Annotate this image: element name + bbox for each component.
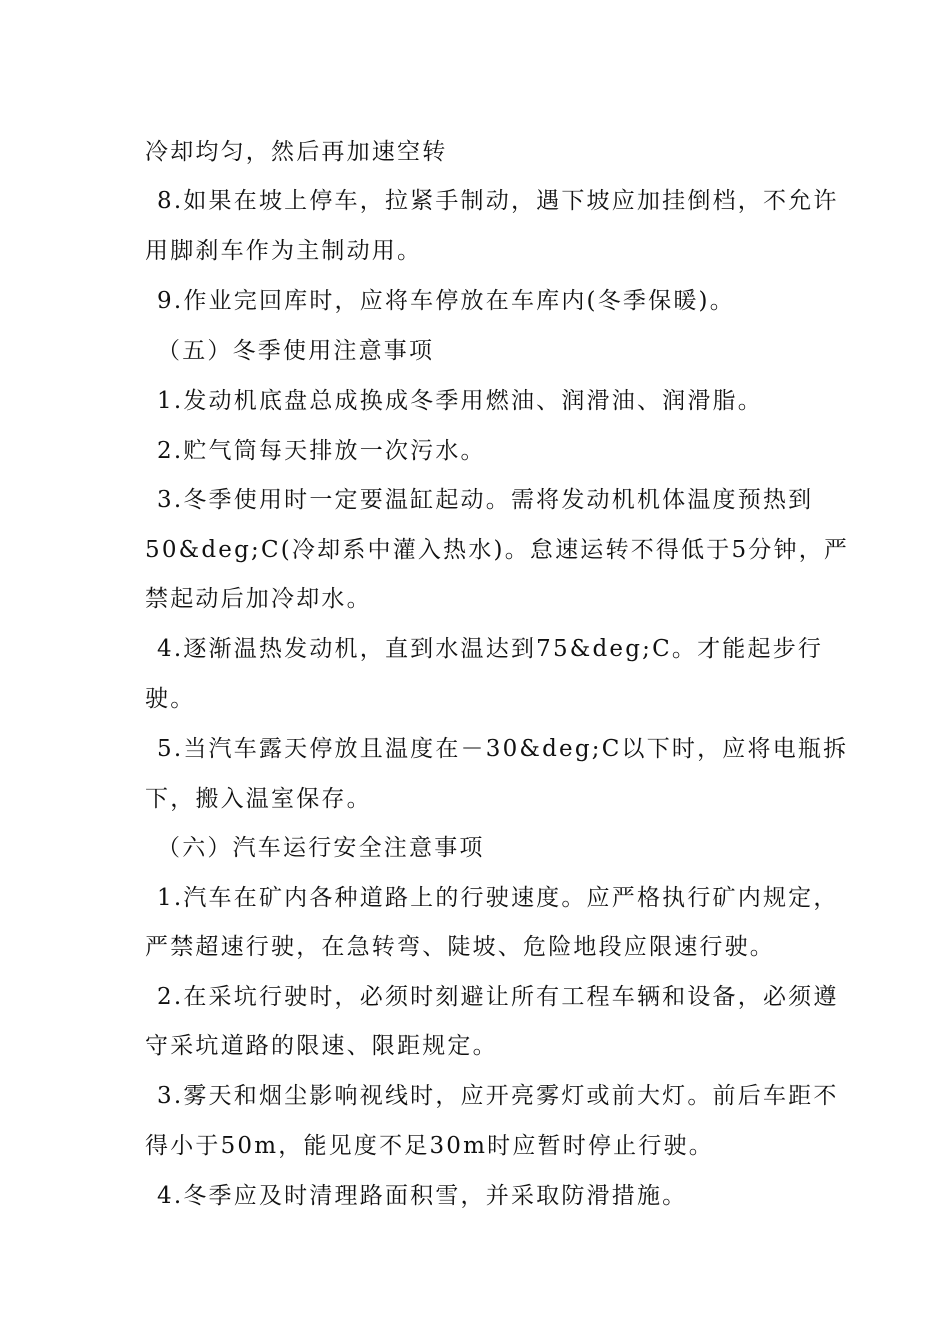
text-line: 50&deg;C(冷却系中灌入热水)。怠速运转不得低于5分钟，严 [145,537,850,563]
text-line: 4.逐渐温热发动机，直到水温达到75&deg;C。才能起步行 [157,636,824,662]
text-line: 严禁超速行驶，在急转弯、陡坡、危险地段应限速行驶。 [145,934,775,960]
text-line: 3.冬季使用时一定要温缸起动。需将发动机机体温度预热到 [157,487,814,513]
text-line: 得小于50m，能见度不足30m时应暂时停止行驶。 [145,1133,714,1159]
text-line: 5.当汽车露天停放且温度在－30&deg;C以下时，应将电瓶拆 [157,736,849,762]
section-heading: （六）汽车运行安全注意事项 [157,835,485,861]
text-line: 驶。 [145,686,196,712]
text-line: 1.汽车在矿内各种道路上的行驶速度。应严格执行矿内规定， [157,885,839,911]
text-line: 2.贮气筒每天排放一次污水。 [157,438,486,464]
text-line: 3.雾天和烟尘影响视线时，应开亮雾灯或前大灯。前后车距不 [157,1083,839,1109]
text-line: 下，搬入温室保存。 [145,786,372,812]
text-line: 用脚刹车作为主制动用。 [145,238,423,264]
section-heading: （五）冬季使用注意事项 [157,338,435,364]
text-line: 守采坑道路的限速、限距规定。 [145,1033,498,1059]
text-line: 冷却均匀，然后再加速空转 [145,139,448,165]
text-line: 4.冬季应及时清理路面积雪，并采取防滑措施。 [157,1183,688,1209]
text-line: 禁起动后加冷却水。 [145,586,372,612]
text-line: 1.发动机底盘总成换成冬季用燃油、润滑油、润滑脂。 [157,388,763,414]
text-line: 8.如果在坡上停车，拉紧手制动，遇下坡应加挂倒档，不允许 [157,188,839,214]
text-line: 2.在采坑行驶时，必须时刻避让所有工程车辆和设备，必须遵 [157,984,839,1010]
text-line: 9.作业完回库时，应将车停放在车库内(冬季保暖)。 [157,288,735,314]
